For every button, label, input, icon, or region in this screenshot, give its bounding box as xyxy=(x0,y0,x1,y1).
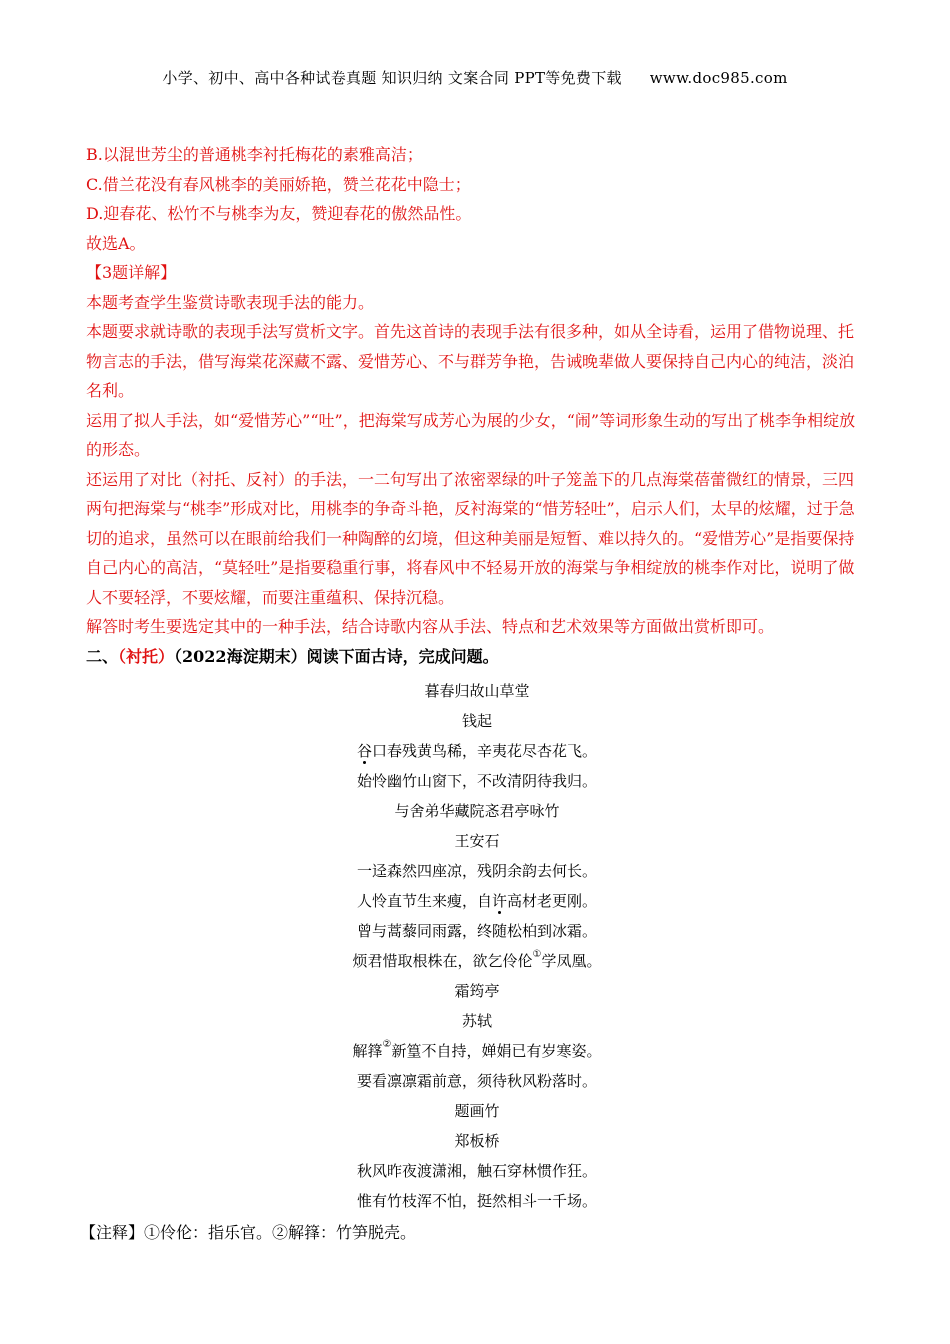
poem-line: 一迳森然四座凉，残阴余韵去何长。 xyxy=(356,861,597,880)
poem-line-text: 新篁不自持，婵娟已有岁寒姿。 xyxy=(391,1041,602,1060)
emphasis-char: 随 xyxy=(492,916,507,946)
poem-line-text: 解箨 xyxy=(352,1041,383,1060)
footnote-marker: ① xyxy=(532,948,542,960)
question-2-heading xyxy=(86,642,868,672)
poem-line xyxy=(86,766,868,796)
poem-line: 要看凛凛霜前意，须待秋风粉落时。 xyxy=(356,1071,597,1090)
poem-title: 霜筠亭 xyxy=(454,981,500,1000)
poem-line: 惟有竹枝浑不怕，挺然相斗一千场。 xyxy=(356,1191,597,1210)
poems-block xyxy=(86,676,868,1216)
question-number: 二、 xyxy=(86,646,119,666)
poem-author: 钱起 xyxy=(461,711,492,730)
poem-title: 暮春归故山草堂 xyxy=(424,681,530,700)
emphasis-char: 始 xyxy=(357,766,372,796)
detail-paragraph: 还运用了对比（衬托、反衬）的手法，一二句写出了浓密翠绿的叶子笼盖下的几点海棠蓓蕾微红的情景，三四两句把海棠与“桃李”形成对比，用桃李的争奇斗艳，反衬海棠的“惜芳轻吐”，启示人们，太早的炫耀，过于急切的追求，虽然可以在眼前给我们一种陶醉的幻境，但这种美丽是短暂、难以持久的。“爱惜芳心”是指要保持自己内心的高洁，“莫轻吐”是指要稳重行事，将春风中不轻易开放的海棠与争相绽放的桃李作对比，说明了做人不要轻浮，不要炫耀，而要注重蕴积、保持沉稳。 xyxy=(86,469,855,607)
poem-author: 王安石 xyxy=(454,831,500,850)
detail-paragraph: 本题考查学生鉴赏诗歌表现手法的能力。 xyxy=(86,292,375,312)
poem-line: 谷口春残黄鸟稀，辛夷花尽杏花飞。 xyxy=(356,741,597,760)
poem-author: 苏轼 xyxy=(461,1011,492,1030)
detail-paragraph: 解答时考生要选定其中的一种手法，结合诗歌内容从手法、特点和艺术效果等方面做出赏析即可。 xyxy=(86,617,775,636)
poem-line xyxy=(86,946,868,976)
poem-line-text: 松柏到冰霜。 xyxy=(507,921,598,940)
poem-title: 题画竹 xyxy=(454,1101,500,1120)
poem-author: 郑板桥 xyxy=(454,1131,500,1150)
option-b: B.以混世芳尘的普通桃李衬托梅花的素雅高洁； xyxy=(86,145,423,164)
option-d: D.迎春花、松竹不与桃李为友，赞迎春花的傲然品性。 xyxy=(86,204,472,223)
conclusion: 故选A。 xyxy=(86,233,146,253)
detail-paragraph: 运用了拟人手法，如“爱惜芳心”“吐”，把海棠写成芳心为展的少女，“闹”等词形象生动的写出了桃李争相绽放的形态。 xyxy=(86,410,856,459)
poem-line-text: 怜幽竹山窗下，不改清阴待我归。 xyxy=(372,771,598,790)
poem-title: 与舍弟华藏院忞君亭咏竹 xyxy=(394,801,560,820)
poem-line xyxy=(86,916,868,946)
poem-line xyxy=(86,1036,868,1066)
detail-paragraph: 本题要求就诗歌的表现手法写赏析文字。首先这首诗的表现手法有很多种，如从全诗看，运用了借物说理、托物言志的手法，借写海棠花深藏不露、爱惜芳心、不与群芳争艳，告诫晚辈做人要保持自己内心的纯洁，淡泊名利。 xyxy=(86,322,855,400)
header-text: 小学、初中、高中各种试卷真题 知识归纳 文案合同 PPT等免费下载 xyxy=(162,69,622,87)
detail-heading: 【3题详解】 xyxy=(86,263,177,282)
page-header xyxy=(0,67,950,88)
footnote-marker: ② xyxy=(382,1038,392,1050)
header-site: www.doc985.com xyxy=(649,69,788,87)
poem-line-text: 学凤凰。 xyxy=(541,951,602,970)
option-c: C.借兰花没有春风桃李的美丽娇艳，赞兰花花中隐士； xyxy=(86,174,471,194)
annotation-note: 【注释】①伶伦：指乐官。②解箨：竹笋脱壳。 xyxy=(80,1222,417,1242)
document-body xyxy=(80,140,868,1248)
question-tag: （衬托） xyxy=(118,646,175,666)
poem-line-text: 曾与蒿藜同雨露，终 xyxy=(356,921,492,940)
question-source: （2022海淀期末） xyxy=(174,646,307,666)
question-instruction: 阅读下面古诗，完成问题。 xyxy=(306,646,499,666)
poem-line: 人怜直节生来瘦，自许高材老更刚。 xyxy=(356,891,597,910)
poem-line-text: 烦君惜取根株在，欲乞伶伦 xyxy=(352,951,533,970)
poem-line: 秋风昨夜渡潇湘，触石穿林惯作狂。 xyxy=(356,1161,597,1180)
